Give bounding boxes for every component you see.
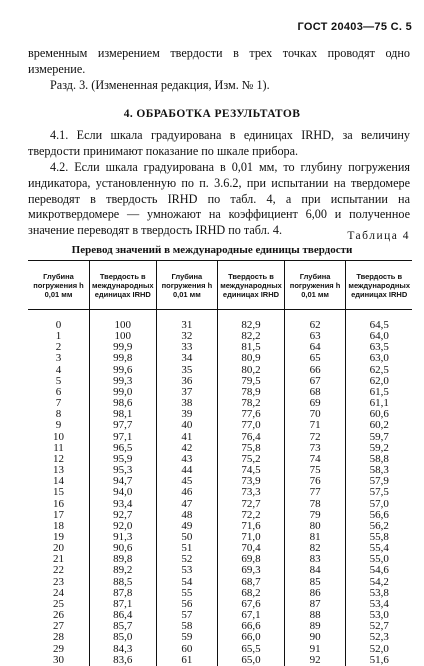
table-cell: 19: [52, 530, 64, 543]
table-cell: 73: [284, 443, 346, 454]
table-row: [28, 610, 412, 621]
table-cell: 61,5: [346, 387, 412, 398]
table-cell: 7: [55, 397, 62, 410]
table-cell: 99,9: [89, 342, 156, 353]
table-row: [28, 454, 412, 465]
table-cell: 72,2: [218, 510, 285, 521]
table-row: [28, 621, 412, 632]
table-row: [28, 487, 412, 498]
table-cell: 55,0: [346, 554, 412, 565]
table-cell: 77,6: [218, 409, 285, 420]
table-cell: 66,6: [218, 621, 285, 632]
table-cell: 1: [55, 330, 62, 343]
table-cell: 54,6: [346, 565, 412, 576]
table-cell: 88,5: [89, 577, 156, 588]
table-cell: 62,0: [346, 376, 412, 387]
table-row: [28, 554, 412, 565]
table-cell: 92,0: [89, 521, 156, 532]
table-cell: 42: [156, 443, 218, 454]
table-cell: 55: [156, 588, 218, 599]
table-cell: 61,1: [346, 398, 412, 409]
table-cell: 95,9: [89, 454, 156, 465]
table-cell: 8: [55, 408, 62, 421]
table-row: [28, 532, 412, 543]
table-cell: 14: [52, 475, 64, 488]
table-row: [28, 331, 412, 342]
table-cell: 39: [156, 409, 218, 420]
table-cell: 81,5: [218, 342, 285, 353]
paragraph-4-2: 4.2. Если шкала градуирована в 0,01 мм, то глубину погружения индикатора, установленную по п. 3.6.2, при испытании на твердомере переводят в твердость IRHD по табл. 4, а при испытании на микротвердомере — умножают на коэффициент 6,00 и полученное значение переводят в твердость IRHD по табл. 4.: [28, 160, 410, 238]
table-cell: 58,3: [346, 465, 412, 476]
table-cell: 23: [52, 575, 64, 588]
table-cell: 43: [156, 454, 218, 465]
table-row: [28, 655, 412, 666]
table-cell: 54: [156, 577, 218, 588]
table-cell: 92: [284, 655, 346, 666]
table-cell: 66,0: [218, 632, 285, 643]
table-cell: 35: [156, 365, 218, 376]
table-cell: 98,1: [89, 409, 156, 420]
table-cell: 74,5: [218, 465, 285, 476]
table-cell: 62: [284, 310, 346, 332]
table-cell: 94,0: [89, 487, 156, 498]
table-cell: 31: [156, 310, 218, 332]
table-cell: 34: [156, 353, 218, 364]
table-row: [28, 510, 412, 521]
table-cell: 78,9: [218, 387, 285, 398]
table-cell: 64,5: [346, 310, 412, 332]
table-cell: 86,4: [89, 610, 156, 621]
table-cell: 53: [156, 565, 218, 576]
table-cell: 57,5: [346, 487, 412, 498]
table-cell: 52: [156, 554, 218, 565]
table-row: [28, 465, 412, 476]
table-cell: 70,4: [218, 543, 285, 554]
table-row: [28, 565, 412, 576]
table-cell: 99,6: [89, 365, 156, 376]
table-cell: 46: [156, 487, 218, 498]
table-cell: 61: [156, 655, 218, 666]
table-cell: 86: [284, 588, 346, 599]
table-cell: 57: [156, 610, 218, 621]
table-cell: 56,6: [346, 510, 412, 521]
table-row: [28, 499, 412, 510]
table-cell: 72,7: [218, 499, 285, 510]
table-row: [28, 632, 412, 643]
table-cell: 93,4: [89, 499, 156, 510]
table-cell: 94,7: [89, 476, 156, 487]
table-cell: 87: [284, 599, 346, 610]
table-cell: 72: [284, 432, 346, 443]
table-cell: 58,8: [346, 454, 412, 465]
table-cell: 60: [156, 644, 218, 655]
table-cell: 88: [284, 610, 346, 621]
table-cell: 69,3: [218, 565, 285, 576]
table-cell: 63: [284, 331, 346, 342]
table-cell: 82,2: [218, 331, 285, 342]
table-cell: 36: [156, 376, 218, 387]
table-cell: 68,2: [218, 588, 285, 599]
header-hardness-2: Твердость в международных единицах IRHD: [218, 261, 285, 310]
table-cell: 51,6: [346, 655, 412, 666]
table-cell: 85,0: [89, 632, 156, 643]
table-cell: 44: [156, 465, 218, 476]
table-cell: 57,9: [346, 476, 412, 487]
table-cell: 40: [156, 420, 218, 431]
table-cell: 99,0: [89, 387, 156, 398]
table-cell: 17: [52, 508, 64, 521]
table-cell: 90,6: [89, 543, 156, 554]
table-cell: 10: [52, 430, 64, 443]
table-cell: 75: [284, 465, 346, 476]
table-cell: 92,7: [89, 510, 156, 521]
table-cell: 0: [55, 319, 62, 331]
table-cell: 98,6: [89, 398, 156, 409]
table-cell: 100: [89, 310, 156, 332]
paragraph-continuation: временным измерением твердости в трех точках проводят одно измерение.: [28, 46, 410, 76]
table-cell: 87,8: [89, 588, 156, 599]
table-cell: 79: [284, 510, 346, 521]
table-cell: 65: [284, 353, 346, 364]
table-cell: 48: [156, 510, 218, 521]
table-cell: 49: [156, 521, 218, 532]
table-cell: 59,7: [346, 432, 412, 443]
table-cell: 27: [52, 620, 64, 633]
table-row: [28, 476, 412, 487]
table-cell: 63,5: [346, 342, 412, 353]
header-depth-3: Глубина погружения h 0,01 мм: [284, 261, 346, 310]
table-cell: 85: [284, 577, 346, 588]
table-row: [28, 521, 412, 532]
table-cell: 6: [55, 385, 62, 398]
table-cell: 69: [284, 398, 346, 409]
table-cell: 65,5: [218, 644, 285, 655]
table-cell: 64,0: [346, 331, 412, 342]
table-cell: 85,7: [89, 621, 156, 632]
page-header: ГОСТ 20403—75 С. 5: [297, 21, 412, 33]
table-cell: 60,2: [346, 420, 412, 431]
table-cell: 68,7: [218, 577, 285, 588]
table-cell: 12: [52, 452, 64, 465]
table-cell: 2: [55, 341, 62, 354]
table-cell: 89: [284, 621, 346, 632]
table-row: [28, 409, 412, 420]
table-cell: 64: [284, 342, 346, 353]
table-cell: 80,9: [218, 353, 285, 364]
table-cell: 63,0: [346, 353, 412, 364]
table-cell: 67,1: [218, 610, 285, 621]
table-cell: 87,1: [89, 599, 156, 610]
table-cell: 37: [156, 387, 218, 398]
table-row: [28, 644, 412, 655]
table-cell: 96,5: [89, 443, 156, 454]
table-cell: 20: [52, 542, 64, 555]
table-cell: 52,3: [346, 632, 412, 643]
table-cell: 16: [52, 497, 64, 510]
table-cell: 29: [52, 642, 64, 655]
table-cell: 32: [156, 331, 218, 342]
table-row: [28, 443, 412, 454]
table-cell: 13: [52, 464, 64, 477]
table-cell: 76: [284, 476, 346, 487]
table-row: [28, 365, 412, 376]
table-cell: 80,2: [218, 365, 285, 376]
table-cell: 77: [284, 487, 346, 498]
table-cell: 82: [284, 543, 346, 554]
table-cell: 51: [156, 543, 218, 554]
table-cell: 89,8: [89, 554, 156, 565]
table-cell: 53,4: [346, 599, 412, 610]
table-row: [28, 342, 412, 353]
section-title: 4. ОБРАБОТКА РЕЗУЛЬТАТОВ: [123, 108, 301, 120]
table-cell: 38: [156, 398, 218, 409]
table-row: [28, 543, 412, 554]
table-row: [28, 310, 412, 332]
table-cell: 73,9: [218, 476, 285, 487]
table-cell: 71,6: [218, 521, 285, 532]
table-cell: 82,9: [218, 310, 285, 332]
table-cell: 83,6: [89, 655, 156, 666]
table-cell: 75,2: [218, 454, 285, 465]
table-cell: 4: [55, 363, 62, 376]
table-cell: 55,8: [346, 532, 412, 543]
header-depth-2: Глубина погружения h 0,01 мм: [156, 261, 218, 310]
table-cell: 84: [284, 565, 346, 576]
table-cell: 18: [52, 519, 64, 532]
table-cell: 62,5: [346, 365, 412, 376]
table-label: Таблица 4: [347, 230, 410, 242]
table-row: [28, 420, 412, 431]
table-cell: 53,8: [346, 588, 412, 599]
table-cell: 55,4: [346, 543, 412, 554]
table-cell: 78,2: [218, 398, 285, 409]
table-cell: 90: [284, 632, 346, 643]
table-cell: 52,7: [346, 621, 412, 632]
table-cell: 65,0: [218, 655, 285, 666]
table-cell: 15: [52, 486, 64, 499]
table-cell: 33: [156, 342, 218, 353]
table-cell: 97,1: [89, 432, 156, 443]
table-cell: 89,2: [89, 565, 156, 576]
table-cell: 21: [52, 553, 64, 566]
table-cell: 79,5: [218, 376, 285, 387]
table-row: [28, 398, 412, 409]
table-cell: 70: [284, 409, 346, 420]
table-cell: 24: [52, 586, 64, 599]
table-cell: 58: [156, 621, 218, 632]
table-cell: 22: [52, 564, 64, 577]
table-cell: 25: [52, 597, 64, 610]
table-cell: 71: [284, 420, 346, 431]
table-cell: 84,3: [89, 644, 156, 655]
table-cell: 3: [55, 352, 62, 365]
table-row: [28, 376, 412, 387]
paragraph-amendment-note: Разд. 3. (Измененная редакция, Изм. № 1).: [50, 78, 270, 92]
table-cell: 28: [52, 631, 64, 644]
table-cell: 97,7: [89, 420, 156, 431]
table-row: [28, 353, 412, 364]
table-cell: 52,0: [346, 644, 412, 655]
table-cell: 47: [156, 499, 218, 510]
table-cell: 60,6: [346, 409, 412, 420]
table-cell: 76,4: [218, 432, 285, 443]
table-cell: 74: [284, 454, 346, 465]
header-depth-1: Глубина погружения h 0,01 мм: [28, 261, 89, 310]
table-cell: 9: [55, 419, 62, 432]
table-cell: 100: [89, 331, 156, 342]
table-cell: 71,0: [218, 532, 285, 543]
table-cell: 68: [284, 387, 346, 398]
table-cell: 53,0: [346, 610, 412, 621]
table-cell: 80: [284, 521, 346, 532]
table-cell: 5: [55, 374, 62, 387]
table-cell: 81: [284, 532, 346, 543]
table-cell: 59,2: [346, 443, 412, 454]
table-cell: 11: [53, 441, 64, 454]
table-cell: 73,3: [218, 487, 285, 498]
table-cell: 67,6: [218, 599, 285, 610]
table-row: [28, 588, 412, 599]
conversion-table: [28, 260, 412, 666]
table-cell: 99,3: [89, 376, 156, 387]
table-cell: 91,3: [89, 532, 156, 543]
table-cell: 95,3: [89, 465, 156, 476]
table-cell: 45: [156, 476, 218, 487]
table-header-row: [28, 261, 412, 310]
table-row: [28, 599, 412, 610]
table-cell: 67: [284, 376, 346, 387]
table-row: [28, 432, 412, 443]
table-cell: 59: [156, 632, 218, 643]
table-cell: 54,2: [346, 577, 412, 588]
header-hardness-3: Твердость в международных единицах IRHD: [346, 261, 412, 310]
table-caption: Перевод значений в международные единицы твердости: [71, 244, 353, 256]
table-cell: 66: [284, 365, 346, 376]
table-row: [28, 387, 412, 398]
table-cell: 78: [284, 499, 346, 510]
table-cell: 75,8: [218, 443, 285, 454]
table-cell: 50: [156, 532, 218, 543]
table-cell: 56: [156, 599, 218, 610]
table-cell: 56,2: [346, 521, 412, 532]
table-cell: 26: [52, 609, 64, 622]
table-cell: 83: [284, 554, 346, 565]
table-cell: 57,0: [346, 499, 412, 510]
table-cell: 77,0: [218, 420, 285, 431]
table-body: [28, 310, 412, 666]
table-cell: 30: [52, 653, 64, 666]
table-cell: 91: [284, 644, 346, 655]
paragraph-4-1: 4.1. Если шкала градуирована в единицах IRHD, за величину твердости принимают показание по шкале прибора.: [28, 128, 410, 158]
table-cell: 69,8: [218, 554, 285, 565]
table-cell: 41: [156, 432, 218, 443]
table-cell: 99,8: [89, 353, 156, 364]
table-row: [28, 577, 412, 588]
header-hardness-1: Твердость в международных единицах IRHD: [89, 261, 156, 310]
